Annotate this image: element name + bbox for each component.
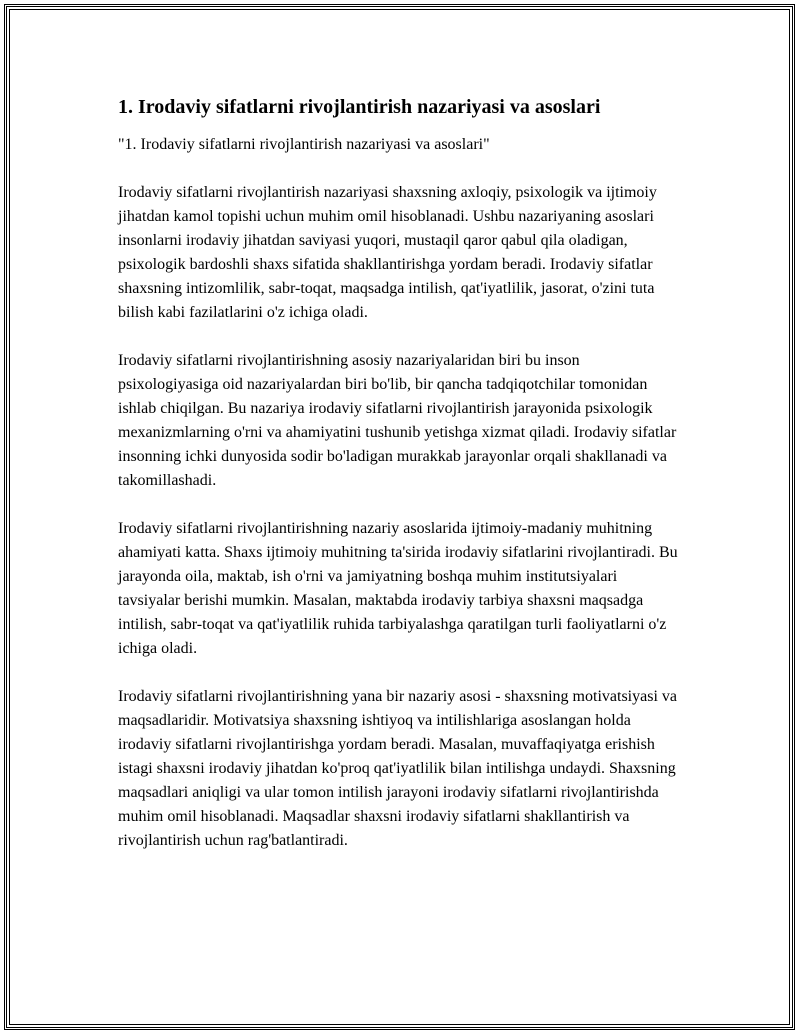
document-body — [118, 94, 678, 877]
paragraph-1: Irodaviy sifatlarni rivojlantirish nazariyasi shaxsning axloqiy, psixologik va ijtimoiy jihatdan kamol topishi uchun muhim omil hisoblanadi. Ushbu nazariyaning asoslari insonlarni irodaviy jihatdan saviyasi yuqori, mustaqil qaror qabul qila oladigan, psixologik bardoshli shaxs sifatida shakllantirishga yordam beradi. Irodaviy sifatlar shaxsning intizomlilik, sabr-toqat, maqsadga intilish, qat'iyatlilik, jasorat, o'zini tuta bilish kabi fazilatlarini o'z ichiga oladi. — [118, 184, 657, 321]
quoted-title: "1. Irodaviy sifatlarni rivojlantirish nazariyasi va asoslari" — [118, 136, 490, 153]
paragraph-2: Irodaviy sifatlarni rivojlantirishning asosiy nazariyalaridan biri bu inson psixologiyasiga oid nazariyalardan biri bo'lib, bir qancha tadqiqotchilar tomonidan ishlab chiqilgan. Bu nazariya irodaviy sifatlarni rivojlantirish jarayonida psixologik mexanizmlarning o'rni va ahamiyatini tushunib yetishga xizmat qiladi. Irodaviy sifatlar insonning ichki dunyosida sodir bo'ladigan murakkab jarayonlar orqali shakllanadi va takomillashadi. — [118, 352, 677, 489]
paragraph-4: Irodaviy sifatlarni rivojlantirishning yana bir nazariy asosi - shaxsning motivatsiyasi va maqsadlaridir. Motivatsiya shaxsning ishtiyoq va intilishlariga asoslangan holda irodaviy sifatlarni rivojlantirishga yordam beradi. Masalan, muvaffaqiyatga erishish istagi shaxsni irodaviy jihatdan ko'proq qat'iyatlilik bilan intilishga undaydi. Shaxsning maqsadlari aniqligi va ular tomon intilish jarayoni irodaviy sifatlarni rivojlantirishda muhim omil hisoblanadi. Maqsadlar shaxsni irodaviy sifatlarni shakllantirish va rivojlantirish uchun rag'batlantiradi. — [118, 688, 677, 849]
paragraph-3: Irodaviy sifatlarni rivojlantirishning nazariy asoslarida ijtimoiy-madaniy muhitning ahamiyati katta. Shaxs ijtimoiy muhitning ta'sirida irodaviy sifatlarini rivojlantiradi. Bu jarayonda oila, maktab, ish o'rni va jamiyatning boshqa muhim institutsiyalari tavsiyalar berishi mumkin. Masalan, maktabda irodaviy tarbiya shaxsni maqsadga intilish, sabr-toqat va qat'iyatlilik ruhida tarbiyalashga qaratilgan turli faoliyatlarni o'z ichiga oladi. — [118, 520, 678, 657]
section-heading: 1. Irodaviy sifatlarni rivojlantirish nazariyasi va asoslari — [118, 96, 601, 118]
